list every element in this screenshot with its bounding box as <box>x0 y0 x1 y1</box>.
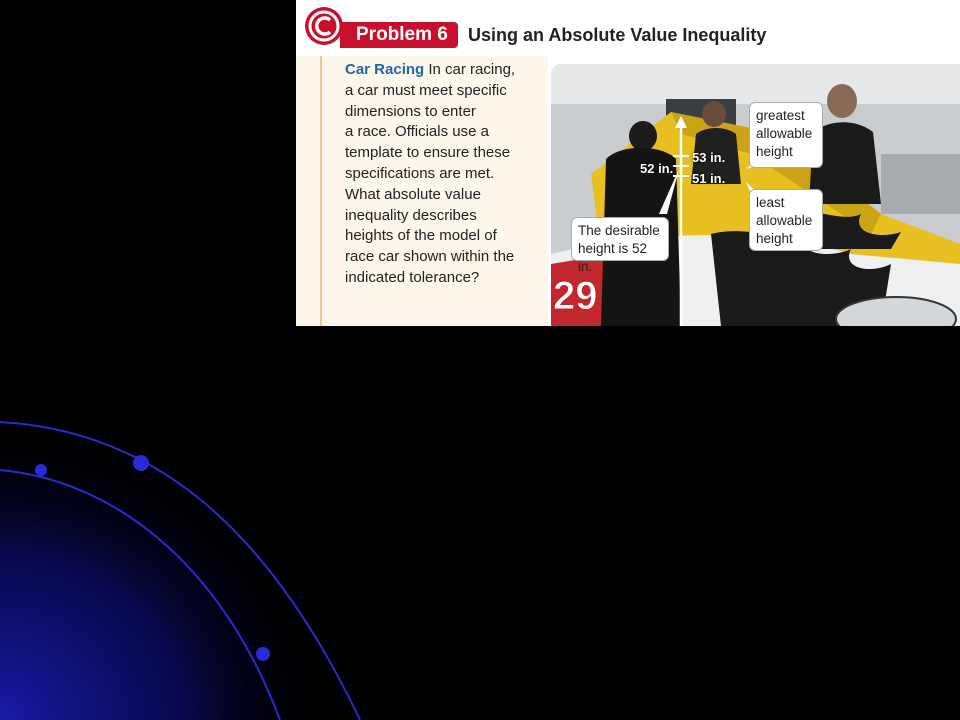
body-line: template to ensure these <box>345 144 511 162</box>
race-car-photo <box>551 64 960 326</box>
problem-body <box>345 60 545 289</box>
least-height-callout <box>749 189 823 251</box>
callout-line: height is 52 in. <box>578 241 648 274</box>
callout-line: The desirable <box>578 223 660 238</box>
body-line <box>345 60 545 81</box>
body-line: heights of the model of <box>345 227 497 245</box>
body-line-text: In car racing, <box>428 61 516 78</box>
lead-in: Car Racing <box>345 61 425 78</box>
arc-dot <box>256 647 270 661</box>
desirable-height-callout <box>571 217 669 274</box>
callout-line: least <box>756 195 785 210</box>
body-line: inequality describes <box>345 206 477 224</box>
body-line: dimensions to enter <box>345 102 476 120</box>
greatest-height-callout <box>749 102 823 168</box>
mark-51: 51 in. <box>692 171 726 186</box>
callout-line: height <box>756 144 793 159</box>
body-line: specifications are met. <box>345 164 495 182</box>
car-number: 29 <box>553 274 598 318</box>
c-logo-icon <box>304 6 344 46</box>
body-line: What absolute value <box>345 185 481 203</box>
mark-53: 53 in. <box>692 150 726 165</box>
arc-dot <box>35 464 47 476</box>
textbook-panel <box>296 0 960 326</box>
problem-header <box>296 0 960 56</box>
body-line: a car must meet specific <box>345 81 507 99</box>
callout-line: height <box>756 231 793 246</box>
callout-line: allowable <box>756 126 813 141</box>
body-line: race car shown within the <box>345 248 515 266</box>
callout-line: greatest <box>756 108 805 123</box>
problem-label: Problem 6 <box>356 24 448 45</box>
callout-line: allowable <box>756 213 813 228</box>
mark-52: 52 in. <box>640 161 674 176</box>
body-line: indicated tolerance? <box>345 268 480 286</box>
body-line: a race. Officials use a <box>345 123 489 141</box>
arc-dot <box>133 455 149 471</box>
margin-rule <box>320 56 322 326</box>
problem-title: Using an Absolute Value Inequality <box>468 25 767 45</box>
